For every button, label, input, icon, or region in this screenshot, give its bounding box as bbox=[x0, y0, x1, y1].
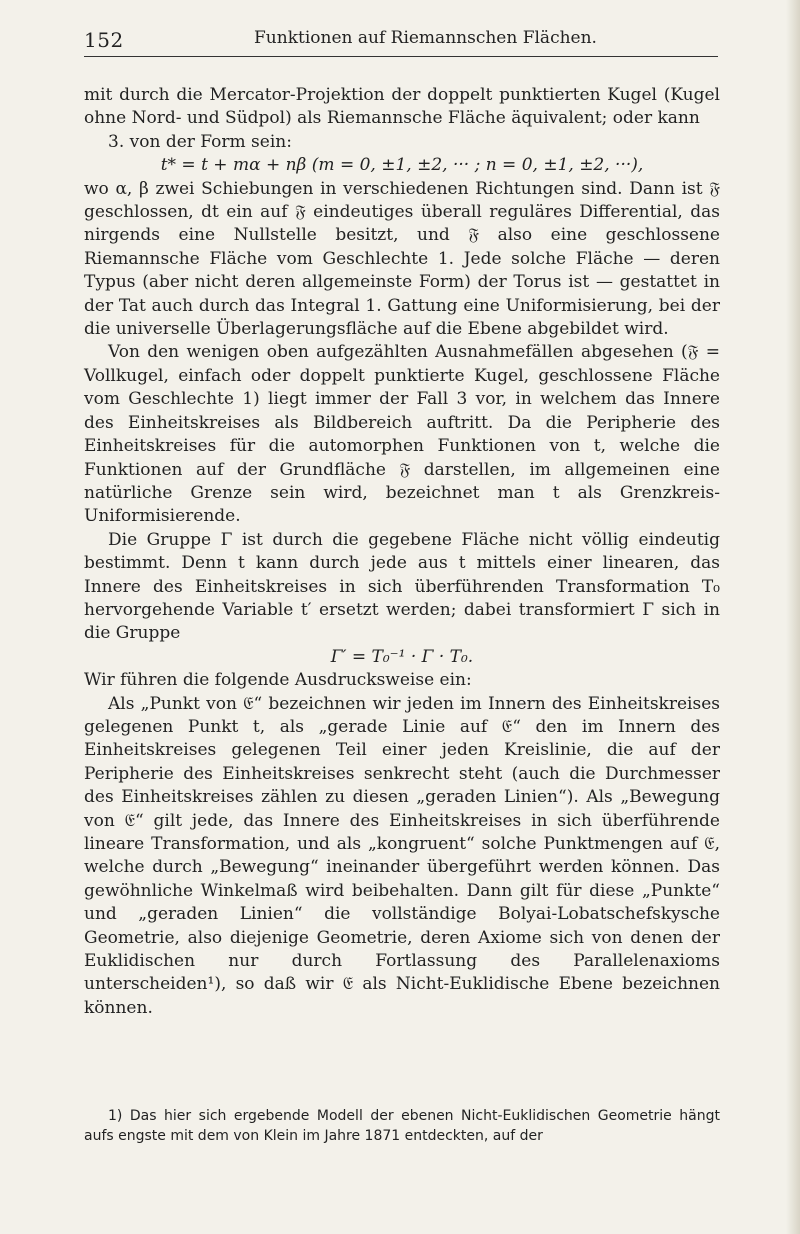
page-edge-shadow bbox=[786, 0, 800, 1234]
footnote bbox=[84, 1092, 720, 1160]
paragraph-intro: mit durch die Mercator-Projektion der doppelt punktierten Kugel (Kugel ohne Nord- und Südpol) als Riemannsche Fläche äquivalent; oder kann bbox=[84, 85, 720, 129]
case-3-label: 3. von der Form sein: bbox=[108, 131, 292, 152]
paragraph-exceptions: Von den wenigen oben aufgezählten Ausnahmefällen abgesehen (𝔉 = Vollkugel, einfach oder doppelt punktierte Kugel, geschlossene Fläche vom Geschlechte 1) liegt immer der Fall 3 vor, in welchem das Innere des Einheitskreises als Bildbereich auftritt. Da die Peripherie des Einheitskreises für die automorphen Funktionen von t, welche die Funktionen auf der Grundfläche 𝔉 darstellen, im allgemeinen eine natürliche Grenze sein wird, bezeichnet man t als Grenzkreis-Uniformisierende. bbox=[84, 342, 720, 527]
body-text bbox=[84, 84, 720, 1020]
page-number: 152 bbox=[84, 28, 124, 52]
translation-equation: t* = t + mα + nβ (m = 0, ±1, ±2, ··· ; n = 0, ±1, ±2, ···), bbox=[160, 155, 644, 176]
paragraph-terms-intro: Wir führen die folgende Ausdrucksweise ein: bbox=[84, 670, 472, 691]
paragraph-definitions: Als „Punkt von 𝔈“ bezeichnen wir jeden im Innern des Einheitskreises gelegenen Punkt t, als „gerade Linie auf 𝔈“ den im Innern des Einheitskreises gelegenen Teil einer jeden Kreislinie, die auf der Peripherie des Einheitskreises senkrecht steht (auch die Durchmesser des Einheitskreises zählen zu diesen „geraden Linien“). Als „Bewegung von 𝔈“ gilt jede, das Innere des Einheitskreises in sich überführende lineare Transformation, und als „kongruent“ solche Punktmengen auf 𝔈, welche durch „Bewegung“ ineinander übergeführt werden können. Das gewöhnliche Winkelmaß wird beibehalten. Dann gilt für diese „Punkte“ und „geraden Linien“ die vollständige Bolyai-Lobatschefskysche Geometrie, also diejenige Geometrie, deren Axiome sich von denen der Euklidischen nur durch Fortlassung des Parallelenaxioms unterscheiden¹), so daß wir 𝔈 als Nicht-Euklidische Ebene bezeichnen können. bbox=[84, 693, 720, 1018]
group-equation: Γ′ = T₀⁻¹ · Γ · T₀. bbox=[330, 646, 474, 667]
paragraph-torus: wo α, β zwei Schiebungen in verschiedenen Richtungen sind. Dann ist 𝔉 geschlossen, dt ein auf 𝔉 eindeutiges überall reguläres Differential, das nirgends eine Nullstelle besitzt, und 𝔉 also eine geschlossene Riemannsche Fläche vom Geschlechte 1. Jede solche Fläche — deren Typus (aber nicht deren allgemeinste Form) der Torus ist — gestattet in der Tat auch durch das Integral 1. Gattung eine Uniformisierung, bei der die universelle Überlagerungsfläche auf die Ebene abgebildet wird. bbox=[84, 178, 720, 340]
running-title: Funktionen auf Riemannschen Flächen. bbox=[254, 28, 597, 48]
page-header bbox=[84, 22, 718, 57]
paragraph-group: Die Gruppe Γ ist durch die gegebene Fläche nicht völlig eindeutig bestimmt. Denn t kann durch jede aus t mittels einer linearen, das Innere des Einheitskreises in sich überführenden Transformation T₀ hervorgehende Variable t′ ersetzt werden; dabei transformiert Γ sich in die Gruppe bbox=[84, 529, 720, 644]
footnote-text: 1) Das hier sich ergebende Modell der ebenen Nicht-Euklidischen Geometrie hängt aufs engste mit dem von Klein im Jahre 1871 entdeckten, auf der bbox=[84, 1108, 720, 1144]
